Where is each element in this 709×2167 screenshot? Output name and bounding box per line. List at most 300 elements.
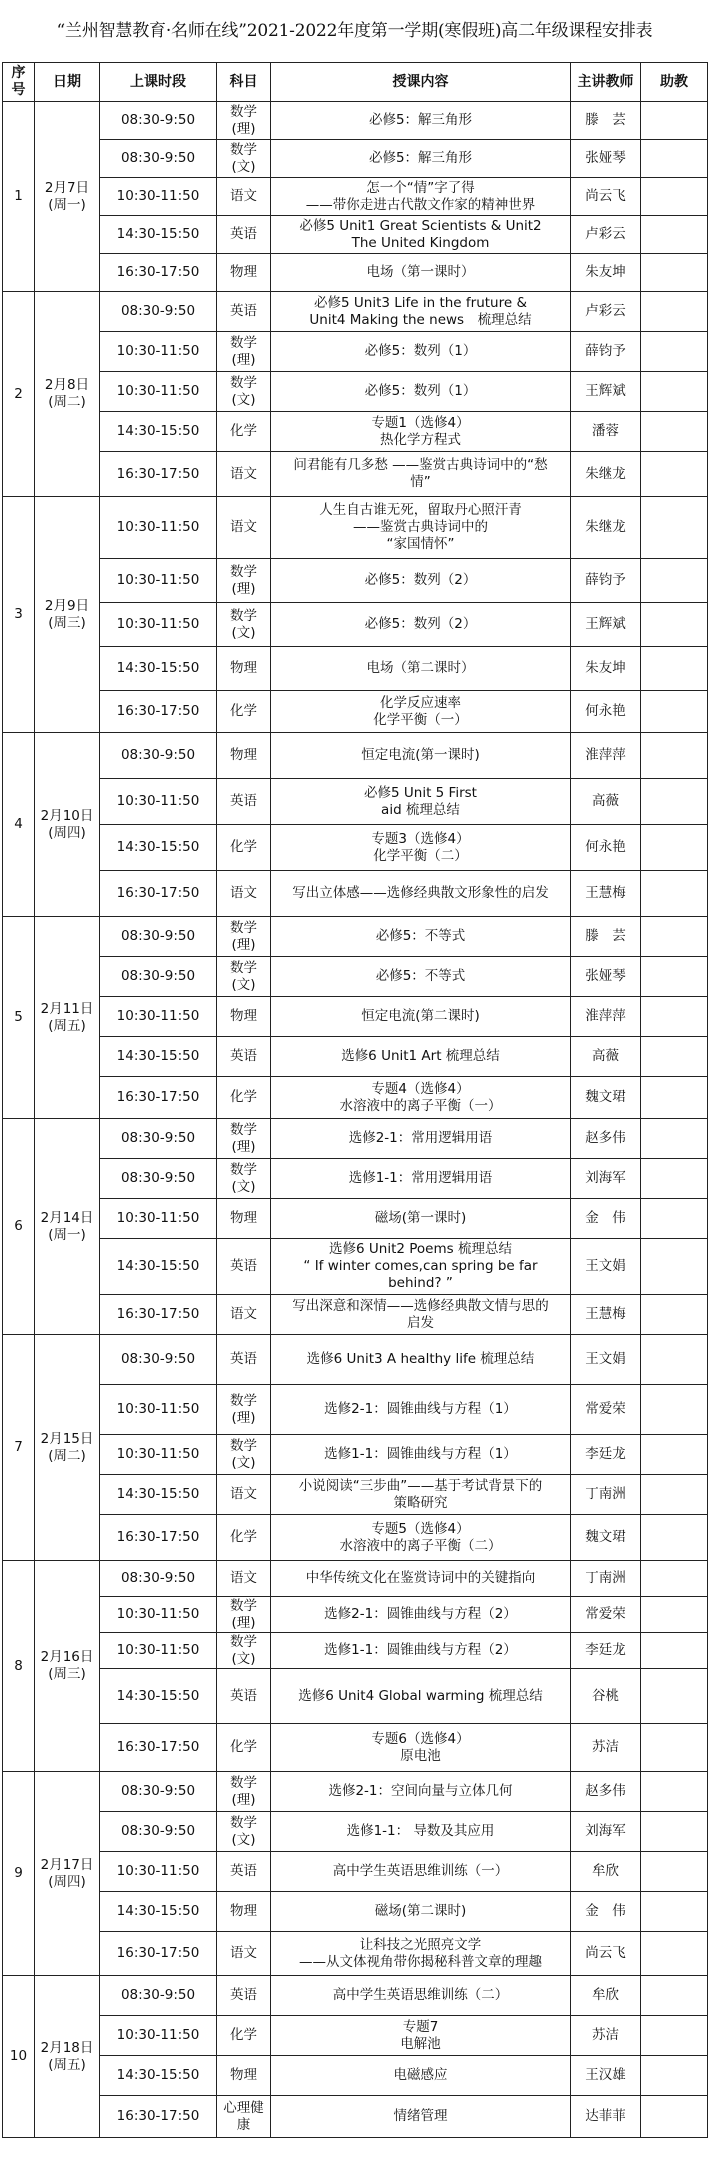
class-teacher: 何永艳: [571, 691, 641, 733]
table-row: [3, 1435, 708, 1475]
class-subject: 物理: [217, 997, 271, 1037]
table-row: [3, 1852, 708, 1892]
class-assistant: [641, 2096, 708, 2138]
class-teacher: 薛钧予: [571, 559, 641, 603]
class-time: 14:30-15:50: [100, 647, 217, 691]
class-subject: 英语: [217, 779, 271, 825]
class-time: 16:30-17:50: [100, 1295, 217, 1335]
class-assistant: [641, 1932, 708, 1976]
class-teacher: 王汉雄: [571, 2056, 641, 2096]
day-date: 2月10日 (周四): [35, 733, 100, 917]
header-time: 上课时段: [100, 63, 217, 102]
class-teacher: 朱继龙: [571, 452, 641, 497]
class-time: 14:30-15:50: [100, 825, 217, 871]
class-assistant: [641, 412, 708, 452]
class-teacher: 王辉斌: [571, 372, 641, 412]
table-row: [3, 1037, 708, 1077]
class-content: 选修6 Unit2 Poems 梳理总结 “ If winter comes,can spring be far behind? ”: [271, 1239, 571, 1295]
class-teacher: 王文娟: [571, 1335, 641, 1385]
class-time: 08:30-9:50: [100, 1119, 217, 1159]
class-teacher: 李廷龙: [571, 1435, 641, 1475]
table-row: [3, 292, 708, 332]
class-subject: 化学: [217, 412, 271, 452]
table-row: [3, 452, 708, 497]
class-teacher: 牟欣: [571, 1852, 641, 1892]
class-content: 问君能有几多愁 ——鉴赏古典诗词中的“愁 情”: [271, 452, 571, 497]
table-row: [3, 1119, 708, 1159]
class-time: 08:30-9:50: [100, 917, 217, 957]
table-row: [3, 1385, 708, 1435]
class-time: 10:30-11:50: [100, 2016, 217, 2056]
class-time: 14:30-15:50: [100, 1669, 217, 1724]
class-time: 08:30-9:50: [100, 733, 217, 779]
class-assistant: [641, 871, 708, 917]
class-time: 10:30-11:50: [100, 603, 217, 647]
class-time: 10:30-11:50: [100, 1385, 217, 1435]
day-seq: 1: [3, 102, 35, 292]
class-content: 选修1-1： 导数及其应用: [271, 1812, 571, 1852]
table-row: [3, 1892, 708, 1932]
table-row: [3, 178, 708, 216]
class-subject: 物理: [217, 2056, 271, 2096]
class-time: 08:30-9:50: [100, 957, 217, 997]
table-row: [3, 140, 708, 178]
class-teacher: 魏文珺: [571, 1077, 641, 1119]
class-subject: 英语: [217, 216, 271, 254]
table-row: [3, 1159, 708, 1199]
day-seq: 5: [3, 917, 35, 1119]
class-assistant: [641, 1976, 708, 2016]
class-teacher: 常爱荣: [571, 1385, 641, 1435]
table-row: [3, 1633, 708, 1669]
class-time: 16:30-17:50: [100, 254, 217, 292]
class-assistant: [641, 372, 708, 412]
table-row: [3, 1561, 708, 1597]
class-teacher: 王辉斌: [571, 603, 641, 647]
class-assistant: [641, 178, 708, 216]
class-assistant: [641, 102, 708, 140]
class-assistant: [641, 1435, 708, 1475]
class-subject: 数学 (理): [217, 102, 271, 140]
class-content: 高中学生英语思维训练（一）: [271, 1852, 571, 1892]
class-teacher: 金 伟: [571, 1199, 641, 1239]
class-teacher: 朱继龙: [571, 497, 641, 559]
class-subject: 数学 (理): [217, 1772, 271, 1812]
class-subject: 物理: [217, 1892, 271, 1932]
class-content: 写出立体感——选修经典散文形象性的启发: [271, 871, 571, 917]
class-teacher: 达菲菲: [571, 2096, 641, 2138]
table-row: [3, 917, 708, 957]
class-subject: 数学 (理): [217, 332, 271, 372]
class-content: 专题5（选修4） 水溶液中的离子平衡（二）: [271, 1515, 571, 1561]
class-time: 10:30-11:50: [100, 332, 217, 372]
table-row: [3, 1199, 708, 1239]
class-content: 必修5：解三角形: [271, 102, 571, 140]
class-time: 08:30-9:50: [100, 1561, 217, 1597]
class-time: 16:30-17:50: [100, 1515, 217, 1561]
class-content: 磁场(第一课时): [271, 1199, 571, 1239]
class-time: 10:30-11:50: [100, 497, 217, 559]
class-assistant: [641, 1037, 708, 1077]
class-content: 选修6 Unit1 Art 梳理总结: [271, 1037, 571, 1077]
table-row: [3, 1515, 708, 1561]
class-time: 14:30-15:50: [100, 216, 217, 254]
class-time: 14:30-15:50: [100, 412, 217, 452]
class-content: 必修5：数列（2）: [271, 559, 571, 603]
class-content: 恒定电流(第一课时): [271, 733, 571, 779]
class-assistant: [641, 2056, 708, 2096]
class-subject: 化学: [217, 825, 271, 871]
class-teacher: 刘海军: [571, 1812, 641, 1852]
class-assistant: [641, 2016, 708, 2056]
class-content: 选修2-1：圆锥曲线与方程（1）: [271, 1385, 571, 1435]
table-row: [3, 102, 708, 140]
class-assistant: [641, 1669, 708, 1724]
class-time: 10:30-11:50: [100, 779, 217, 825]
class-assistant: [641, 332, 708, 372]
class-time: 14:30-15:50: [100, 2056, 217, 2096]
class-time: 10:30-11:50: [100, 997, 217, 1037]
class-teacher: 王慧梅: [571, 871, 641, 917]
class-time: 16:30-17:50: [100, 691, 217, 733]
class-time: 08:30-9:50: [100, 292, 217, 332]
day-seq: 9: [3, 1772, 35, 1976]
day-date: 2月16日 (周三): [35, 1561, 100, 1772]
class-assistant: [641, 140, 708, 178]
class-content: 高中学生英语思维训练（二）: [271, 1976, 571, 2016]
class-content: 选修6 Unit3 A healthy life 梳理总结: [271, 1335, 571, 1385]
class-subject: 语文: [217, 452, 271, 497]
class-subject: 化学: [217, 1077, 271, 1119]
day-date: 2月8日 (周二): [35, 292, 100, 497]
header-seq: 序号: [3, 63, 35, 102]
class-assistant: [641, 1597, 708, 1633]
table-row: [3, 957, 708, 997]
class-content: 磁场(第二课时): [271, 1892, 571, 1932]
class-subject: 心理健 康: [217, 2096, 271, 2138]
class-assistant: [641, 779, 708, 825]
class-assistant: [641, 1561, 708, 1597]
class-time: 08:30-9:50: [100, 1335, 217, 1385]
class-teacher: 淮萍萍: [571, 733, 641, 779]
class-subject: 英语: [217, 292, 271, 332]
class-teacher: 苏洁: [571, 1724, 641, 1772]
table-row: [3, 2056, 708, 2096]
table-row: [3, 1772, 708, 1812]
class-teacher: 滕 芸: [571, 917, 641, 957]
class-subject: 物理: [217, 733, 271, 779]
class-assistant: [641, 997, 708, 1037]
class-subject: 数学 (文): [217, 1633, 271, 1669]
class-assistant: [641, 1077, 708, 1119]
table-row: [3, 497, 708, 559]
table-row: [3, 1475, 708, 1515]
class-subject: 语文: [217, 497, 271, 559]
table-row: [3, 2016, 708, 2056]
class-content: 让科技之光照亮文学 ——从文体视角带你揭秘科普文章的理趣: [271, 1932, 571, 1976]
class-subject: 物理: [217, 254, 271, 292]
class-content: 选修1-1：圆锥曲线与方程（1）: [271, 1435, 571, 1475]
class-teacher: 何永艳: [571, 825, 641, 871]
class-assistant: [641, 603, 708, 647]
class-teacher: 刘海军: [571, 1159, 641, 1199]
class-content: 怎一个“情”字了得 ——带你走进古代散文作家的精神世界: [271, 178, 571, 216]
class-time: 10:30-11:50: [100, 1633, 217, 1669]
day-seq: 4: [3, 733, 35, 917]
class-time: 10:30-11:50: [100, 178, 217, 216]
table-row: [3, 372, 708, 412]
class-content: 专题1（选修4） 热化学方程式: [271, 412, 571, 452]
class-time: 08:30-9:50: [100, 1772, 217, 1812]
class-content: 选修2-1：常用逻辑用语: [271, 1119, 571, 1159]
class-time: 16:30-17:50: [100, 871, 217, 917]
class-time: 14:30-15:50: [100, 1037, 217, 1077]
table-row: [3, 1669, 708, 1724]
class-content: 必修5：解三角形: [271, 140, 571, 178]
table-row: [3, 1077, 708, 1119]
class-subject: 语文: [217, 1475, 271, 1515]
class-assistant: [641, 1335, 708, 1385]
class-time: 08:30-9:50: [100, 1812, 217, 1852]
class-teacher: 王慧梅: [571, 1295, 641, 1335]
class-assistant: [641, 1852, 708, 1892]
table-row: [3, 1932, 708, 1976]
class-teacher: 淮萍萍: [571, 997, 641, 1037]
table-row: [3, 647, 708, 691]
class-subject: 数学 (文): [217, 140, 271, 178]
class-assistant: [641, 1772, 708, 1812]
class-teacher: 谷桃: [571, 1669, 641, 1724]
class-assistant: [641, 733, 708, 779]
class-teacher: 丁南洲: [571, 1475, 641, 1515]
class-content: 人生自古谁无死，留取丹心照汗青 ——鉴赏古典诗词中的 “家国情怀”: [271, 497, 571, 559]
class-teacher: 苏洁: [571, 2016, 641, 2056]
class-assistant: [641, 254, 708, 292]
class-content: 专题6（选修4） 原电池: [271, 1724, 571, 1772]
class-content: 电场（第二课时）: [271, 647, 571, 691]
class-subject: 英语: [217, 1239, 271, 1295]
class-subject: 物理: [217, 1199, 271, 1239]
class-subject: 数学 (文): [217, 372, 271, 412]
header-row: [3, 63, 708, 102]
class-assistant: [641, 1199, 708, 1239]
class-subject: 英语: [217, 1976, 271, 2016]
class-time: 10:30-11:50: [100, 1852, 217, 1892]
class-teacher: 李廷龙: [571, 1633, 641, 1669]
class-teacher: 牟欣: [571, 1976, 641, 2016]
class-teacher: 潘蓉: [571, 412, 641, 452]
header-assistant: 助教: [641, 63, 708, 102]
day-seq: 6: [3, 1119, 35, 1335]
page-title: “兰州智慧教育·名师在线”2021-2022年度第一学期(寒假班)高二年级课程安排表: [56, 21, 653, 41]
class-content: 必修5 Unit1 Great Scientists & Unit2 The United Kingdom: [271, 216, 571, 254]
table-row: [3, 1239, 708, 1295]
class-content: 必修5：数列（1）: [271, 372, 571, 412]
class-assistant: [641, 1119, 708, 1159]
day-date: 2月11日 (周五): [35, 917, 100, 1119]
day-date: 2月7日 (周一): [35, 102, 100, 292]
header-subject: 科目: [217, 63, 271, 102]
class-subject: 数学 (理): [217, 1119, 271, 1159]
class-assistant: [641, 1633, 708, 1669]
class-subject: 数学 (理): [217, 1385, 271, 1435]
class-teacher: 张娅琴: [571, 140, 641, 178]
class-content: 电磁感应: [271, 2056, 571, 2096]
class-teacher: 薛钧予: [571, 332, 641, 372]
class-teacher: 魏文珺: [571, 1515, 641, 1561]
day-date: 2月17日 (周四): [35, 1772, 100, 1976]
class-teacher: 滕 芸: [571, 102, 641, 140]
class-teacher: 朱友坤: [571, 647, 641, 691]
class-teacher: 常爱荣: [571, 1597, 641, 1633]
class-content: 选修1-1：常用逻辑用语: [271, 1159, 571, 1199]
class-teacher: 卢彩云: [571, 216, 641, 254]
class-time: 08:30-9:50: [100, 102, 217, 140]
class-assistant: [641, 1239, 708, 1295]
class-content: 写出深意和深情——选修经典散文情与思的 启发: [271, 1295, 571, 1335]
class-assistant: [641, 1724, 708, 1772]
class-subject: 化学: [217, 1724, 271, 1772]
class-time: 10:30-11:50: [100, 1597, 217, 1633]
class-subject: 英语: [217, 1335, 271, 1385]
class-subject: 数学 (理): [217, 559, 271, 603]
class-content: 选修1-1：圆锥曲线与方程（2）: [271, 1633, 571, 1669]
class-content: 专题3（选修4） 化学平衡（二）: [271, 825, 571, 871]
class-teacher: 尚云飞: [571, 1932, 641, 1976]
table-row: [3, 1295, 708, 1335]
class-teacher: 赵多伟: [571, 1772, 641, 1812]
day-date: 2月14日 (周一): [35, 1119, 100, 1335]
class-teacher: 高薇: [571, 1037, 641, 1077]
class-content: 小说阅读“三步曲”——基于考试背景下的 策略研究: [271, 1475, 571, 1515]
class-time: 14:30-15:50: [100, 1475, 217, 1515]
class-assistant: [641, 957, 708, 997]
class-time: 16:30-17:50: [100, 1077, 217, 1119]
table-row: [3, 412, 708, 452]
table-row: [3, 332, 708, 372]
class-time: 10:30-11:50: [100, 1199, 217, 1239]
class-assistant: [641, 1515, 708, 1561]
class-subject: 语文: [217, 1932, 271, 1976]
class-assistant: [641, 559, 708, 603]
class-content: 化学反应速率 化学平衡（一）: [271, 691, 571, 733]
class-subject: 化学: [217, 691, 271, 733]
class-subject: 数学 (文): [217, 603, 271, 647]
table-row: [3, 1597, 708, 1633]
table-row: [3, 1976, 708, 2016]
class-subject: 英语: [217, 1669, 271, 1724]
class-assistant: [641, 647, 708, 691]
table-row: [3, 603, 708, 647]
class-assistant: [641, 1892, 708, 1932]
class-time: 08:30-9:50: [100, 1159, 217, 1199]
class-assistant: [641, 825, 708, 871]
class-assistant: [641, 1385, 708, 1435]
class-assistant: [641, 917, 708, 957]
day-seq: 7: [3, 1335, 35, 1561]
table-row: [3, 1812, 708, 1852]
class-teacher: 朱友坤: [571, 254, 641, 292]
class-subject: 英语: [217, 1852, 271, 1892]
class-teacher: 尚云飞: [571, 178, 641, 216]
day-seq: 3: [3, 497, 35, 733]
class-teacher: 丁南洲: [571, 1561, 641, 1597]
class-time: 08:30-9:50: [100, 140, 217, 178]
class-subject: 化学: [217, 1515, 271, 1561]
header-date: 日期: [35, 63, 100, 102]
table-row: [3, 825, 708, 871]
class-content: 必修5：数列（2）: [271, 603, 571, 647]
class-subject: 数学 (文): [217, 1159, 271, 1199]
day-seq: 8: [3, 1561, 35, 1772]
class-content: 必修5：不等式: [271, 957, 571, 997]
class-content: 必修5 Unit 5 First aid 梳理总结: [271, 779, 571, 825]
day-date: 2月9日 (周三): [35, 497, 100, 733]
class-time: 08:30-9:50: [100, 1976, 217, 2016]
class-content: 必修5：数列（1）: [271, 332, 571, 372]
class-assistant: [641, 691, 708, 733]
class-subject: 数学 (文): [217, 1435, 271, 1475]
class-content: 专题7 电解池: [271, 2016, 571, 2056]
table-row: [3, 871, 708, 917]
class-content: 选修2-1：圆锥曲线与方程（2）: [271, 1597, 571, 1633]
table-row: [3, 254, 708, 292]
class-teacher: 张娅琴: [571, 957, 641, 997]
class-content: 专题4（选修4） 水溶液中的离子平衡（一）: [271, 1077, 571, 1119]
class-subject: 数学 (理): [217, 917, 271, 957]
table-row: [3, 216, 708, 254]
class-time: 10:30-11:50: [100, 1435, 217, 1475]
class-teacher: 赵多伟: [571, 1119, 641, 1159]
class-subject: 数学 (文): [217, 957, 271, 997]
class-assistant: [641, 452, 708, 497]
table-row: [3, 1335, 708, 1385]
class-assistant: [641, 216, 708, 254]
table-row: [3, 779, 708, 825]
class-assistant: [641, 1295, 708, 1335]
table-row: [3, 2096, 708, 2138]
schedule-body: [3, 102, 708, 2138]
class-content: 恒定电流(第二课时): [271, 997, 571, 1037]
header-content: 授课内容: [271, 63, 571, 102]
class-subject: 语文: [217, 871, 271, 917]
class-subject: 语文: [217, 178, 271, 216]
schedule-table: [2, 62, 708, 2138]
class-time: 14:30-15:50: [100, 1239, 217, 1295]
class-subject: 英语: [217, 1037, 271, 1077]
class-assistant: [641, 1812, 708, 1852]
class-time: 10:30-11:50: [100, 559, 217, 603]
class-time: 16:30-17:50: [100, 2096, 217, 2138]
class-content: 选修2-1：空间向量与立体几何: [271, 1772, 571, 1812]
class-time: 16:30-17:50: [100, 1932, 217, 1976]
table-row: [3, 997, 708, 1037]
class-time: 10:30-11:50: [100, 372, 217, 412]
class-content: 中华传统文化在鉴赏诗词中的关键指向: [271, 1561, 571, 1597]
class-teacher: 金 伟: [571, 1892, 641, 1932]
class-time: 16:30-17:50: [100, 1724, 217, 1772]
class-teacher: 高薇: [571, 779, 641, 825]
class-time: 14:30-15:50: [100, 1892, 217, 1932]
class-assistant: [641, 1475, 708, 1515]
class-assistant: [641, 292, 708, 332]
header-teacher: 主讲教师: [571, 63, 641, 102]
class-content: 必修5 Unit3 Life in the fruture & Unit4 Making the news 梳理总结: [271, 292, 571, 332]
table-row: [3, 559, 708, 603]
day-date: 2月18日 (周五): [35, 1976, 100, 2138]
day-date: 2月15日 (周二): [35, 1335, 100, 1561]
class-subject: 数学 (文): [217, 1812, 271, 1852]
